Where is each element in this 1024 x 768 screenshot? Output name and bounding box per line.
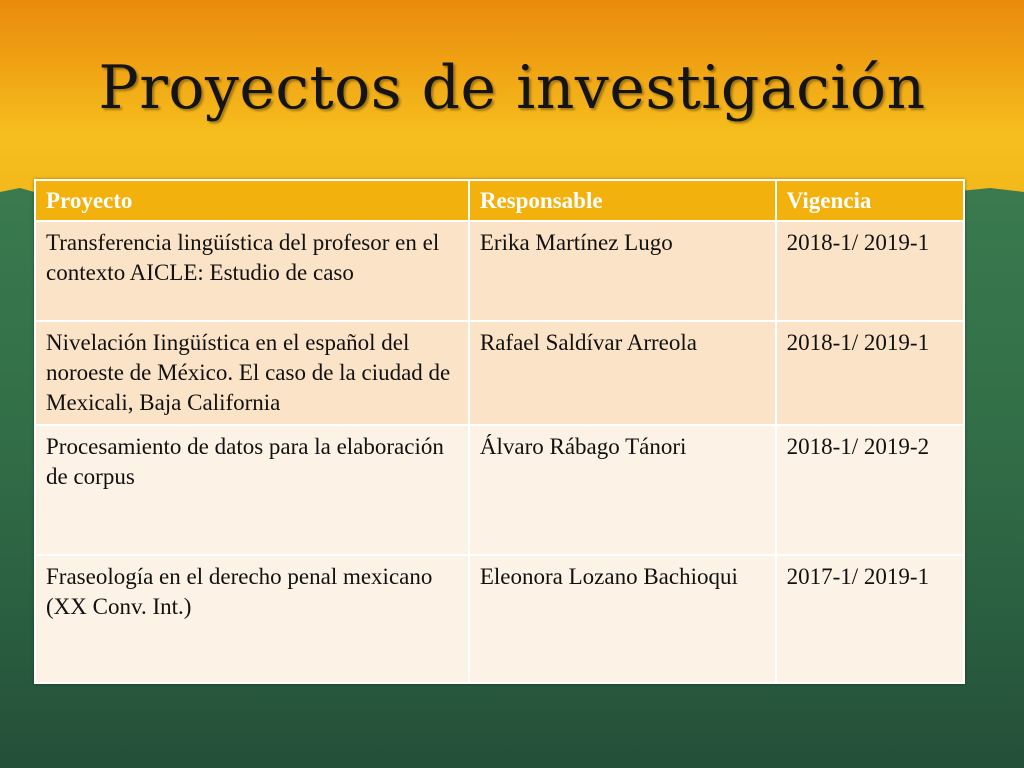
- header-responsable: Responsable: [469, 180, 776, 221]
- table-row: [35, 555, 964, 683]
- table-header-row: [35, 180, 964, 221]
- cell-responsable: Eleonora Lozano Bachioqui: [469, 555, 776, 683]
- cell-proyecto: Nivelación Iingüística en el español del noroeste de México. El caso de la ciudad de Mexicali, Baja California: [35, 321, 469, 425]
- table-row: [35, 221, 964, 321]
- slide-title: Proyectos de investigación: [98, 53, 926, 123]
- cell-responsable: Álvaro Rábago Tánori: [469, 425, 776, 555]
- cell-proyecto: Transferencia lingüística del profesor en el contexto AICLE: Estudio de caso: [35, 221, 469, 321]
- table-row: [35, 425, 964, 555]
- header-vigencia: Vigencia: [776, 180, 964, 221]
- cell-proyecto: Procesamiento de datos para la elaboración de corpus: [35, 425, 469, 555]
- cell-vigencia: 2018-1/ 2019-2: [776, 425, 964, 555]
- cell-responsable: Erika Martínez Lugo: [469, 221, 776, 321]
- cell-vigencia: 2018-1/ 2019-1: [776, 321, 964, 425]
- table-row: [35, 321, 964, 425]
- cell-vigencia: 2017-1/ 2019-1: [776, 555, 964, 683]
- cell-responsable: Rafael Saldívar Arreola: [469, 321, 776, 425]
- cell-vigencia: 2018-1/ 2019-1: [776, 221, 964, 321]
- header-proyecto: Proyecto: [35, 180, 469, 221]
- cell-proyecto: Fraseología en el derecho penal mexicano (XX Conv. Int.): [35, 555, 469, 683]
- projects-table: [34, 179, 965, 684]
